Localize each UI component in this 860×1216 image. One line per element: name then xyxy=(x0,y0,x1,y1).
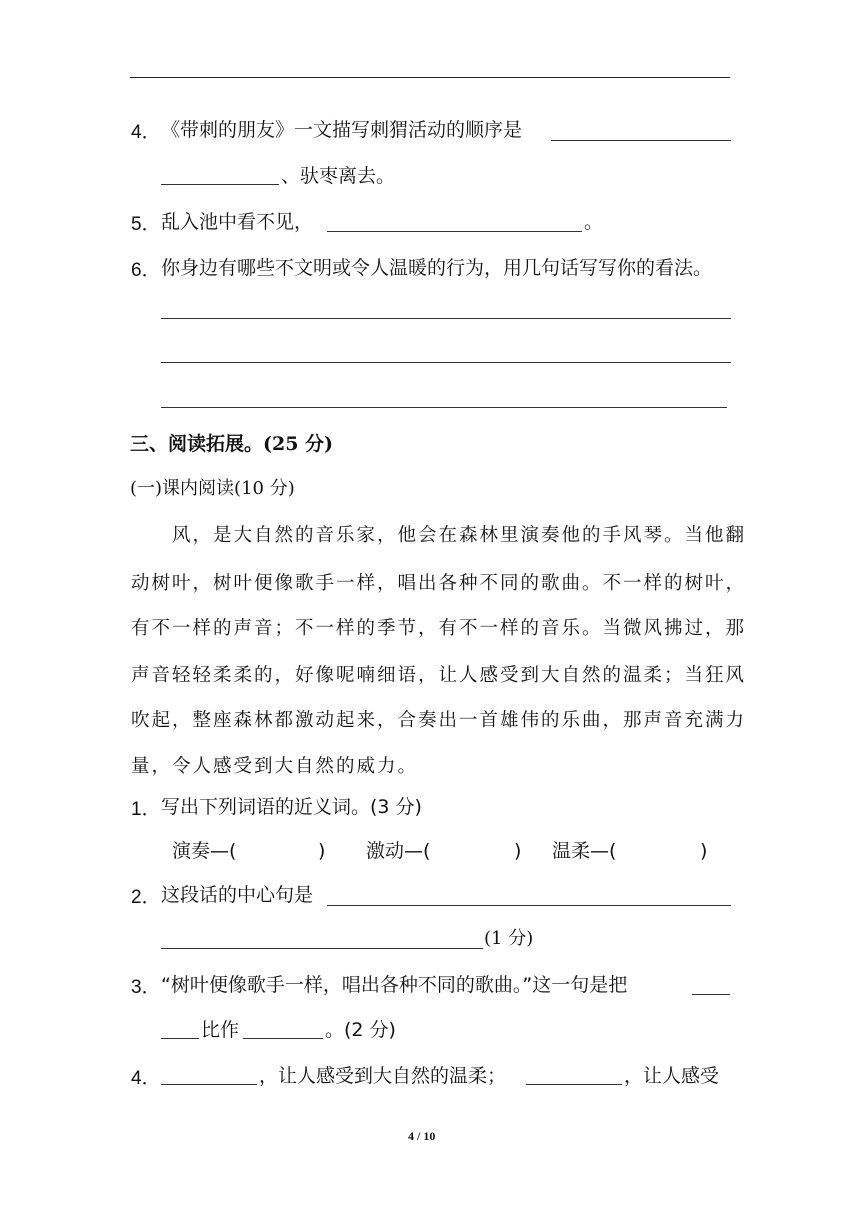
r4-text-a: ，让人感受到大自然的温柔； xyxy=(259,1065,507,1087)
r2-score: (1 分) xyxy=(484,928,534,949)
r2-text: 这段话的中心句是 xyxy=(161,884,314,906)
r1-number: 1． xyxy=(131,799,161,820)
r3-blank-1b[interactable] xyxy=(161,1038,199,1039)
q6-number: 6． xyxy=(131,260,161,281)
q6-answer-line-3[interactable] xyxy=(161,407,727,408)
passage-line: 吹起，整座森林都激动起来，合奏出一首雄伟的乐曲，那声音充满力 xyxy=(131,710,747,731)
r1-close-1: ) xyxy=(318,840,326,862)
q5-number: 5． xyxy=(131,214,161,235)
r1-word-3: 温柔—( xyxy=(552,840,617,862)
q4-text: 《带刺的朋友》一文描写刺猬活动的顺序是 xyxy=(161,119,523,141)
r3-end: 。(2 分) xyxy=(325,1019,396,1041)
r3-mid: 比作 xyxy=(201,1019,240,1041)
r1-text: 写出下列词语的近义词。(3 分) xyxy=(161,796,422,818)
r1-close-2: ) xyxy=(514,840,522,862)
r4-text-b: ，让人感受 xyxy=(624,1065,720,1087)
q5-end: 。 xyxy=(584,211,604,233)
r3-blank-2[interactable] xyxy=(243,1038,323,1039)
r2-number: 2． xyxy=(131,887,161,908)
q6-answer-line-2[interactable] xyxy=(161,362,731,363)
passage-line: 有不一样的声音；不一样的季节，有不一样的音乐。当微风拂过，那 xyxy=(131,618,747,639)
q5-blank[interactable] xyxy=(327,231,582,232)
r3-text: “树叶便像歌手一样，唱出各种不同的歌曲。”这一句是把 xyxy=(161,974,628,996)
r1-word-2: 激动—( xyxy=(366,840,431,862)
q4-blank-2[interactable] xyxy=(161,184,279,185)
q4-number: 4． xyxy=(131,122,161,143)
subsection-1-heading: (一)课内阅读(10 分) xyxy=(130,478,295,499)
r4-number: 4． xyxy=(131,1068,161,1089)
r1-word-1: 演奏—( xyxy=(172,840,237,862)
passage-line: 声音轻轻柔柔的，好像呢喃细语，让人感受到大自然的温柔；当狂风 xyxy=(131,665,747,686)
passage-line: 动树叶，树叶便像歌手一样，唱出各种不同的歌曲。不一样的树叶， xyxy=(131,573,747,594)
r1-close-3: ) xyxy=(700,840,708,862)
top-rule xyxy=(130,77,730,78)
r4-blank-1[interactable] xyxy=(161,1084,257,1085)
q4-continuation: 、驮枣离去。 xyxy=(281,165,396,187)
r3-blank-1a[interactable] xyxy=(692,994,730,995)
q4-blank-1[interactable] xyxy=(551,140,731,141)
section-3-heading: 三、阅读拓展。(25 分) xyxy=(130,433,334,455)
q6-text: 你身边有哪些不文明或令人温暖的行为，用几句话写写你的看法。 xyxy=(161,257,713,279)
r4-blank-2[interactable] xyxy=(526,1084,622,1085)
r2-blank-2[interactable] xyxy=(161,948,483,949)
passage-line: 风，是大自然的音乐家，他会在森林里演奏他的手风琴。当他翻 xyxy=(172,525,747,546)
q6-answer-line-1[interactable] xyxy=(161,318,731,319)
r2-blank-1[interactable] xyxy=(327,905,731,906)
r3-number: 3． xyxy=(131,977,161,998)
q5-text: 乱入池中看不见， xyxy=(161,211,314,233)
passage-line: 量，令人感受到大自然的威力。 xyxy=(131,756,419,777)
page-number: 4 / 10 xyxy=(408,1129,436,1143)
